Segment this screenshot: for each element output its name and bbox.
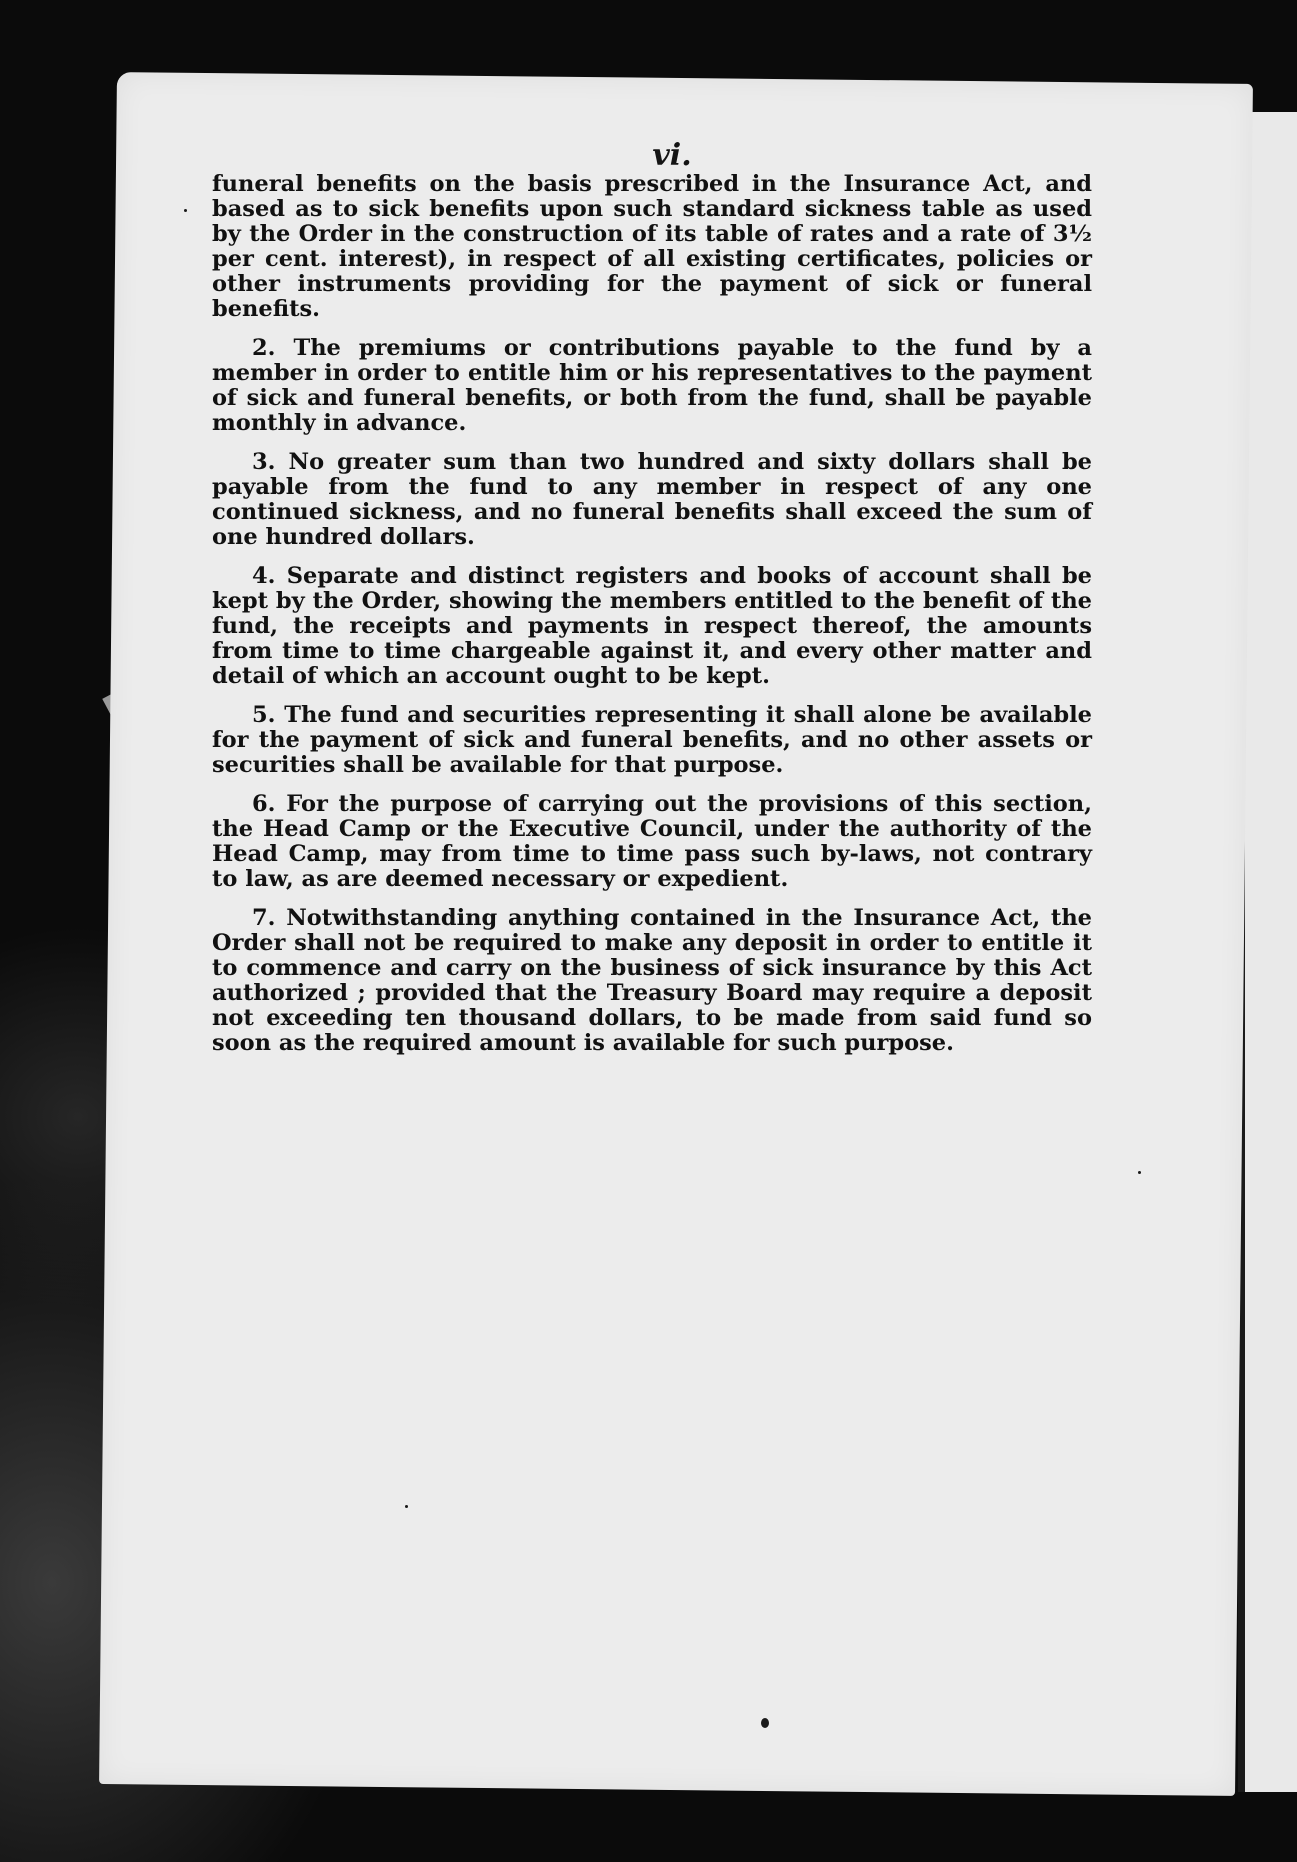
paragraph-5: 5. The fund and securities representing it shall alone be available for the payment of sick and funeral benefits, and no other assets or securities shall be available for that purpose.	[212, 702, 1092, 778]
ink-speck	[405, 1505, 408, 1508]
ink-speck	[184, 209, 187, 212]
paragraph-2: 2. The premiums or contributions payable to the fund by a member in order to entitle him or his representatives to the payment of sick and funeral benefits, or both from the fund, shall be payable monthly in advance.	[212, 335, 1092, 436]
paragraph-continuation: funeral benefits on the basis prescribed in the Insurance Act, and based as to sick benefits upon such standard sickness table as used by the Order in the construction of its table of rates and a rate of 3½ per cent. interest), in respect of all existing certificates, policies or other instruments providing for the payment of sick or funeral benefits.	[212, 171, 1092, 322]
paragraph-6: 6. For the purpose of carrying out the provisions of this section, the Head Camp or the Executive Council, under the authority of the Head Camp, may from time to time pass such by-laws, not contrary to law, as are deemed necessary or expedient.	[212, 791, 1092, 892]
paragraph-3: 3. No greater sum than two hundred and sixty dollars shall be payable from the fund to any member in respect of any one continued sickness, and no funeral benefits shall exceed the sum of one hundred dollars.	[212, 449, 1092, 550]
ink-speck	[761, 1718, 769, 1728]
ink-speck	[1138, 1171, 1141, 1174]
page-number: vi.	[652, 138, 692, 173]
paragraph-4: 4. Separate and distinct registers and books of account shall be kept by the Order, showing the members entitled to the benefit of the fund, the receipts and payments in respect thereof, the amounts from time to time chargeable against it, and every other matter and detail of which an account ought to be kept.	[212, 563, 1092, 689]
body-text	[212, 172, 1092, 1070]
paragraph-7: 7. Notwithstanding anything contained in the Insurance Act, the Order shall not be required to make any deposit in order to entitle it to commence and carry on the business of sick insurance by this Act authorized ; provided that the Treasury Board may require a deposit not exceeding ten thousand dollars, to be made from said fund so soon as the required amount is available for such purpose.	[212, 905, 1092, 1056]
